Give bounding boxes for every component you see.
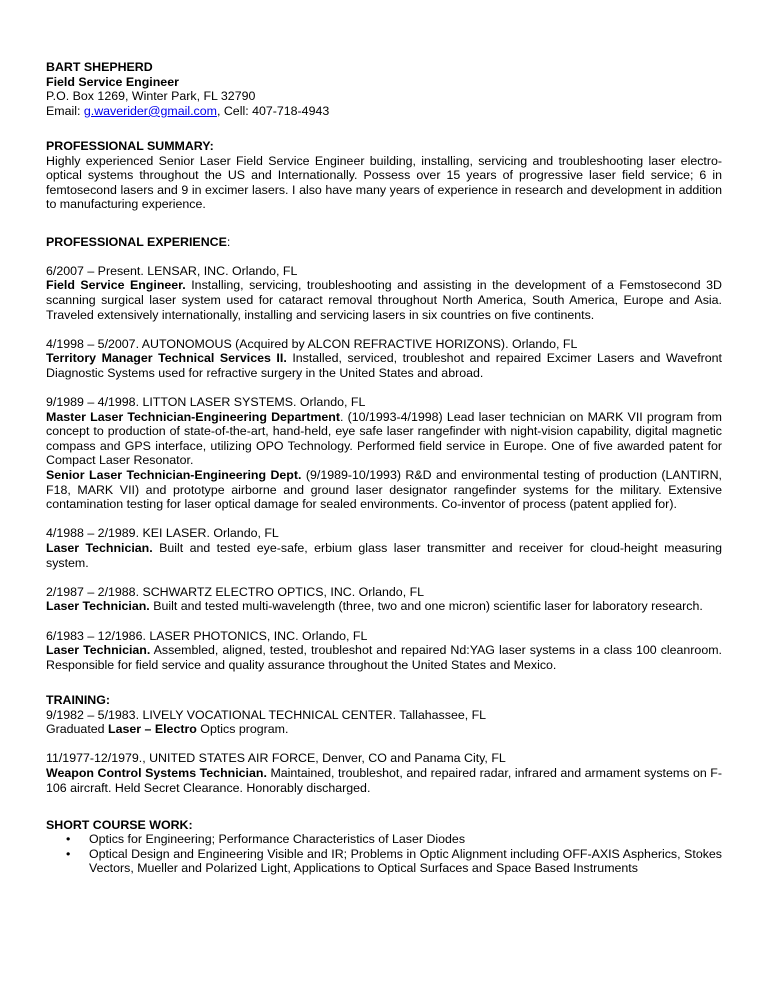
email-label: Email:	[46, 103, 84, 118]
experience-heading-suffix: :	[226, 234, 231, 249]
job-header: 4/1998 – 5/2007. AUTONOMOUS (Acquired by ALCON REFRACTIVE HORIZONS). Orlando, FL	[46, 336, 578, 351]
email-link[interactable]: g.waverider@gmail.com	[83, 103, 217, 118]
job-description	[46, 541, 722, 570]
summary-text: Highly experienced Senior Laser Field Service Engineer building, installing, servicing and troubleshooting laser electro-optical systems throughout the US and Internationally. Possess over 15 years of progressive laser field service; 6 in femtosecond lasers and 9 in excimer lasers. I also have many years of experience in research and development in addition to manufacturing experience.	[46, 153, 722, 212]
job-header: 9/1989 – 4/1998. LITTON LASER SYSTEMS. Orlando, FL	[46, 395, 366, 410]
summary-section	[46, 139, 722, 212]
contact-line	[46, 104, 722, 119]
job-text: Built and tested eye-safe, erbium glass laser transmitter and receiver for cloud-height measuring system.	[46, 541, 722, 570]
candidate-address: P.O. Box 1269, Winter Park, FL 32790	[46, 89, 256, 104]
job-litton	[46, 395, 722, 512]
job-schwartz	[46, 585, 722, 614]
bullet-icon: •	[66, 832, 71, 847]
experience-heading: PROFESSIONAL EXPERIENCE	[46, 234, 227, 249]
job-text: Installed, serviced, troubleshot and repaired Excimer Lasers and Wavefront Diagnostic Systems used for refractive surgery in the United States and abroad.	[46, 351, 722, 380]
training-item-text	[46, 722, 722, 737]
job-text: Built and tested multi-wavelength (three, two and one micron) scientific laser for laboratory research.	[149, 599, 703, 614]
course-text: Optics for Engineering; Performance Characteristics of Laser Diodes	[89, 832, 466, 847]
job-kei	[46, 526, 722, 570]
job-role: Laser Technician.	[46, 541, 153, 555]
job-text: (9/1989-10/1993) R&D and environmental testing of production (LANTIRN, F18, MARK VII) and prototype airborne and ground laser designator rangefinder systems for the military. Extensive contamination testing for laser optical damage for sealed environments. Co-inventor of process (patent applied for).	[46, 468, 722, 512]
job-description	[46, 599, 722, 614]
job-role: Laser Technician.	[46, 599, 150, 614]
job-header: 6/2007 – Present. LENSAR, INC. Orlando, FL	[46, 263, 298, 278]
job-description	[46, 643, 722, 672]
job-header: 2/1987 – 2/1988. SCHWARTZ ELECTRO OPTICS, INC. Orlando, FL	[46, 584, 425, 599]
job-text: Installing, servicing, troubleshooting and assisting in the development of a Femstosecond 3D scanning surgical laser system used for cataract removal throughout North America, South America, Europe and Asia. Traveled extensively internationally, installing and servicing lasers in six countries on five continents.	[46, 278, 722, 322]
training-heading: TRAINING:	[46, 692, 111, 707]
list-item	[46, 847, 722, 876]
coursework-list	[46, 832, 722, 876]
job-description	[46, 278, 722, 322]
job-header: 6/1983 – 12/1986. LASER PHOTONICS, INC. Orlando, FL	[46, 628, 368, 643]
resume-header	[46, 60, 722, 118]
training-bold: Laser – Electro	[108, 722, 197, 737]
summary-heading: PROFESSIONAL SUMMARY:	[46, 138, 214, 153]
job-description	[46, 468, 722, 512]
resume-page	[46, 60, 722, 876]
job-autonomous	[46, 337, 722, 381]
job-role: Laser Technician.	[46, 643, 151, 658]
candidate-name: BART SHEPHERD	[46, 60, 153, 74]
coursework-section	[46, 818, 722, 876]
coursework-heading: SHORT COURSE WORK:	[46, 817, 193, 832]
job-text: . (10/1993-4/1998) Lead laser technician on MARK VII program from concept to production of state-of-the-art, hand-held, eye safe laser rangefinder with night-vision capability, digital magnetic compass and GPS interface, utilizing OPO Technology. Performed field service in Europe. One of five awarded patent for Compact Laser Resonator.	[46, 409, 722, 468]
job-laser-photonics	[46, 629, 722, 673]
job-role: Senior Laser Technician-Engineering Dept.	[46, 468, 302, 483]
job-description	[46, 410, 722, 468]
job-role: Territory Manager Technical Services II.	[46, 351, 287, 366]
training-role: Weapon Control Systems Technician.	[46, 765, 267, 780]
candidate-title: Field Service Engineer	[46, 74, 179, 89]
training-pre: Graduated	[46, 722, 108, 737]
training-text: Maintained, troubleshot, and repaired radar, infrared and armament systems on F-106 aircraft. Held Secret Clearance. Honorably discharged.	[46, 765, 722, 795]
list-item	[46, 832, 722, 847]
job-description	[46, 351, 722, 380]
training-section	[46, 693, 722, 795]
cell-phone: , Cell: 407-718-4943	[216, 103, 330, 118]
job-role: Field Service Engineer.	[46, 278, 186, 293]
training-item-header: 11/1977-12/1979., UNITED STATES AIR FORCE, Denver, CO and Panama City, FL	[46, 751, 506, 766]
bullet-icon: •	[66, 846, 71, 861]
experience-section	[46, 235, 722, 673]
job-header: 4/1988 – 2/1989. KEI LASER. Orlando, FL	[46, 526, 279, 541]
course-text: Optical Design and Engineering Visible and IR; Problems in Optic Alignment including OFF-AXIS Aspherics, Stokes Vectors, Mueller and Polarized Light, Applications to Optical Surfaces and Space Based Instruments	[89, 846, 722, 876]
job-lensar	[46, 264, 722, 322]
training-item-header: 9/1982 – 5/1983. LIVELY VOCATIONAL TECHNICAL CENTER. Tallahassee, FL	[46, 707, 487, 722]
experience-heading-line	[46, 235, 722, 250]
job-text: Assembled, aligned, tested, troubleshot and repaired Nd:YAG laser systems in a class 100 cleanroom. Responsible for field service and quality assurance throughout the United States and Mexico.	[46, 643, 722, 672]
training-item-text	[46, 766, 722, 795]
training-post: Optics program.	[196, 722, 289, 737]
job-role: Master Laser Technician-Engineering Department	[46, 409, 340, 424]
